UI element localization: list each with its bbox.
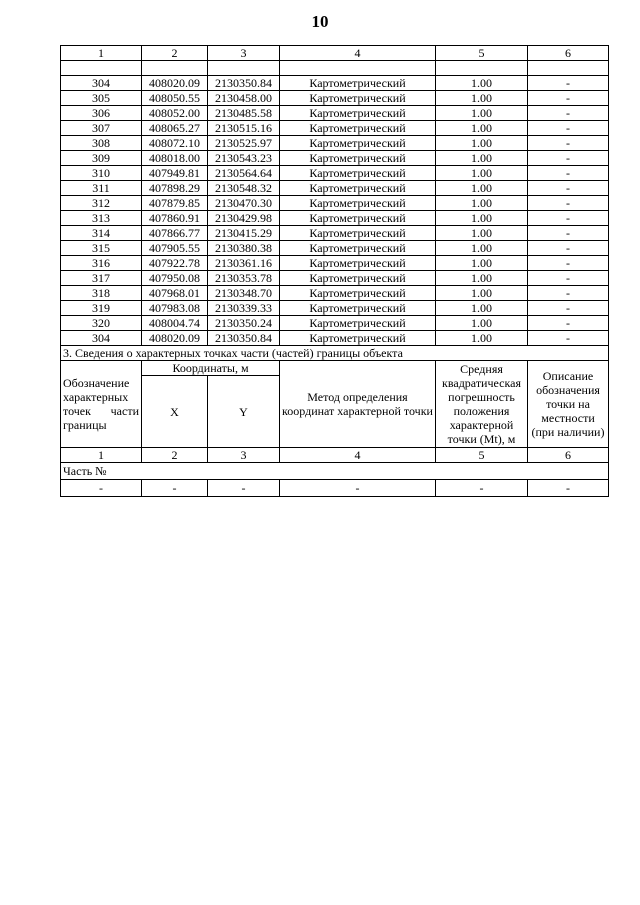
cell-mt: 1.00 [436,331,528,346]
cell-point-number: 309 [61,151,142,166]
cell-x: 408020.09 [142,76,208,91]
table-row [61,91,609,106]
table-row [61,196,609,211]
section-3-column-number-row [61,448,609,463]
cell-mt: 1.00 [436,106,528,121]
method-header: Метод определения координат характерной точки [280,361,436,448]
cell-x: 407860.91 [142,211,208,226]
coordinates-header: Координаты, м [142,361,280,376]
cell-mt: 1.00 [436,316,528,331]
cell-method: Картометрический [280,136,436,151]
cell-x: 407949.81 [142,166,208,181]
cell-method: Картометрический [280,166,436,181]
cell-point-number: 307 [61,121,142,136]
cell-y: 2130429.98 [208,211,280,226]
cell-empty: - [61,480,142,497]
cell-method: Картометрический [280,316,436,331]
table-row [61,226,609,241]
cell-method: Картометрический [280,286,436,301]
cell-point-number: 304 [61,331,142,346]
cell-x: 407950.08 [142,271,208,286]
cell-mt: 1.00 [436,226,528,241]
cell-x: 407898.29 [142,181,208,196]
cell-y: 2130548.32 [208,181,280,196]
cell-x: 408065.27 [142,121,208,136]
cell-point-number: 310 [61,166,142,181]
table-row [61,181,609,196]
cell-x: 407866.77 [142,226,208,241]
cell-point-number: 308 [61,136,142,151]
cell-x: 408018.00 [142,151,208,166]
cell-point-number: 317 [61,271,142,286]
cell-method: Картометрический [280,331,436,346]
cell-y: 2130564.64 [208,166,280,181]
cell-y: 2130458.00 [208,91,280,106]
cell-point-number: 313 [61,211,142,226]
column-number: 4 [280,448,436,463]
cell-x: 408004.74 [142,316,208,331]
column-number: 5 [436,46,528,61]
table-row [61,316,609,331]
cell-empty: - [280,480,436,497]
cell-mt: 1.00 [436,211,528,226]
cell-y: 2130380.38 [208,241,280,256]
cell-y: 2130348.70 [208,286,280,301]
point-designation-header: Обозначение характерных точек части границы [61,361,142,448]
cell-x: 408072.10 [142,136,208,151]
cell-description: - [528,196,609,211]
column-number: 4 [280,46,436,61]
cell-x: 408050.55 [142,91,208,106]
cell-y: 2130485.58 [208,106,280,121]
empty-row [61,61,609,76]
table-row [61,106,609,121]
part-label-row [61,463,609,480]
cell-point-number: 304 [61,76,142,91]
cell-y: 2130470.30 [208,196,280,211]
cell-method: Картометрический [280,226,436,241]
cell-description: - [528,301,609,316]
cell-empty: - [208,480,280,497]
cell-x: 407922.78 [142,256,208,271]
cell-point-number: 312 [61,196,142,211]
table-row [61,166,609,181]
cell-point-number: 315 [61,241,142,256]
cell-description: - [528,76,609,91]
cell-description: - [528,331,609,346]
cell-mt: 1.00 [436,166,528,181]
cell-empty: - [142,480,208,497]
cell-method: Картометрический [280,301,436,316]
cell-mt: 1.00 [436,91,528,106]
cell-method: Картометрический [280,151,436,166]
cell-point-number: 311 [61,181,142,196]
table-row [61,121,609,136]
cell-description: - [528,316,609,331]
cell-method: Картометрический [280,211,436,226]
cell-point-number: 305 [61,91,142,106]
cell-y: 2130350.24 [208,316,280,331]
cell-description: - [528,241,609,256]
cell-description: - [528,136,609,151]
cell-x: 408052.00 [142,106,208,121]
cell-method: Картометрический [280,91,436,106]
cell-mt: 1.00 [436,181,528,196]
cell-method: Картометрический [280,256,436,271]
column-number: 1 [61,448,142,463]
description-header: Описание обозначения точки на местности (при наличии) [528,361,609,448]
column-number: 2 [142,448,208,463]
cell-description: - [528,256,609,271]
column-number: 3 [208,46,280,61]
table-row [61,211,609,226]
cell-mt: 1.00 [436,136,528,151]
table-row [61,271,609,286]
cell-description: - [528,271,609,286]
cell-method: Картометрический [280,76,436,91]
cell-mt: 1.00 [436,301,528,316]
x-header: X [142,376,208,448]
cell-x: 407905.55 [142,241,208,256]
table-row [61,256,609,271]
cell-y: 2130350.84 [208,76,280,91]
table-row [61,151,609,166]
column-number: 6 [528,448,609,463]
cell-point-number: 319 [61,301,142,316]
cell-point-number: 314 [61,226,142,241]
table-body [61,46,609,497]
column-number: 6 [528,46,609,61]
cell-description: - [528,121,609,136]
cell-point-number: 306 [61,106,142,121]
column-number-row [61,46,609,61]
table-row [61,331,609,346]
cell-x: 407968.01 [142,286,208,301]
section-3-title-row [61,346,609,361]
column-number: 2 [142,46,208,61]
table-row [61,301,609,316]
table-row [61,241,609,256]
y-header: Y [208,376,280,448]
cell-y: 2130415.29 [208,226,280,241]
cell-y: 2130525.97 [208,136,280,151]
cell-method: Картометрический [280,271,436,286]
cell-x: 407879.85 [142,196,208,211]
part-label: Часть № [61,463,609,480]
cell-description: - [528,286,609,301]
cell-description: - [528,226,609,241]
table-row [61,286,609,301]
section-3-header-row-1 [61,361,609,376]
section-3-empty-data-row [61,480,609,497]
cell-mt: 1.00 [436,151,528,166]
cell-description: - [528,166,609,181]
page-number: 10 [311,12,329,31]
cell-point-number: 316 [61,256,142,271]
cell-mt: 1.00 [436,256,528,271]
cell-x: 408020.09 [142,331,208,346]
cell-description: - [528,106,609,121]
section-3-title: 3. Сведения о характерных точках части (частей) границы объекта [61,346,609,361]
cell-x: 407983.08 [142,301,208,316]
coordinates-table [60,45,609,497]
cell-y: 2130350.84 [208,331,280,346]
cell-mt: 1.00 [436,121,528,136]
cell-mt: 1.00 [436,76,528,91]
table-row [61,136,609,151]
cell-point-number: 320 [61,316,142,331]
table-row [61,76,609,91]
column-number: 3 [208,448,280,463]
cell-description: - [528,151,609,166]
cell-description: - [528,181,609,196]
cell-y: 2130361.16 [208,256,280,271]
cell-point-number: 318 [61,286,142,301]
cell-y: 2130353.78 [208,271,280,286]
cell-empty: - [436,480,528,497]
cell-method: Картометрический [280,121,436,136]
cell-y: 2130515.16 [208,121,280,136]
cell-method: Картометрический [280,196,436,211]
cell-method: Картометрический [280,241,436,256]
cell-empty: - [528,480,609,497]
cell-y: 2130339.33 [208,301,280,316]
cell-mt: 1.00 [436,286,528,301]
cell-mt: 1.00 [436,241,528,256]
column-number: 5 [436,448,528,463]
column-number: 1 [61,46,142,61]
cell-mt: 1.00 [436,271,528,286]
cell-mt: 1.00 [436,196,528,211]
cell-y: 2130543.23 [208,151,280,166]
cell-method: Картометрический [280,106,436,121]
mt-header: Средняя квадратическая погрешность положения характерной точки (Mt), м [436,361,528,448]
cell-method: Картометрический [280,181,436,196]
cell-description: - [528,211,609,226]
cell-description: - [528,91,609,106]
